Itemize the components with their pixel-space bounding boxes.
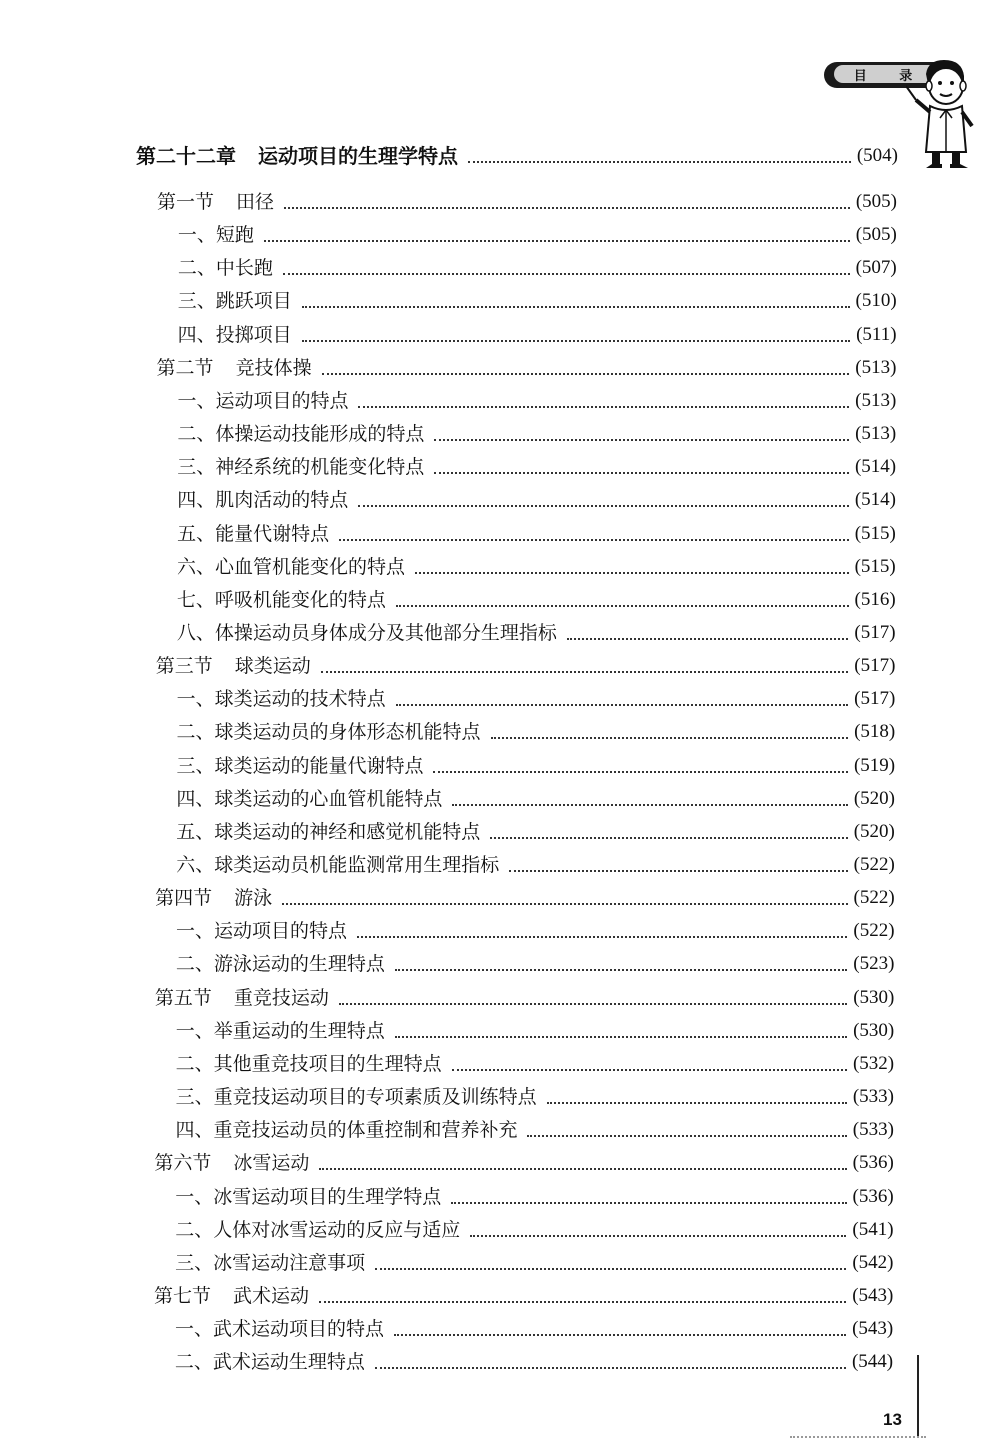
dot-leader xyxy=(490,837,847,839)
entry-label xyxy=(176,1052,442,1076)
toc-item-row[interactable] xyxy=(177,553,896,579)
item-title: 三、跳跃项目 xyxy=(177,290,292,313)
dot-leader xyxy=(547,1102,847,1104)
entry-label xyxy=(175,1118,517,1142)
entry-page: (515) xyxy=(854,522,896,544)
item-title: 四、肌肉活动的特点 xyxy=(177,489,349,512)
entry-label xyxy=(177,720,481,744)
item-title: 四、投掷项目 xyxy=(177,323,292,346)
dot-leader xyxy=(395,969,847,971)
chapter-label xyxy=(136,144,458,168)
section-title: 田径 xyxy=(236,191,275,213)
chapter-number: 第二十二章 xyxy=(136,144,236,168)
dot-leader xyxy=(452,1069,847,1071)
toc-item-row[interactable] xyxy=(176,917,895,943)
toc-item-row[interactable] xyxy=(177,718,896,744)
entry-label xyxy=(175,1350,365,1374)
dot-leader xyxy=(282,903,847,905)
section-title: 武术运动 xyxy=(233,1284,310,1307)
toc-item-row[interactable] xyxy=(175,1216,893,1242)
entry-page: (543) xyxy=(852,1318,894,1340)
item-title: 一、冰雪运动项目的生理学特点 xyxy=(175,1185,442,1208)
entry-page: (513) xyxy=(855,356,897,378)
item-title: 三、球类运动的能量代谢特点 xyxy=(176,754,424,777)
dot-leader xyxy=(396,704,849,706)
dot-leader xyxy=(357,936,847,938)
chapter-title: 运动项目的生理学特点 xyxy=(258,144,458,168)
dot-leader xyxy=(319,1301,846,1303)
entry-page: (517) xyxy=(854,621,896,643)
entry-page: (510) xyxy=(855,290,897,312)
section-number: 第二节 xyxy=(156,356,214,379)
toc-item-row[interactable] xyxy=(176,851,895,877)
dot-leader xyxy=(302,340,850,342)
toc-item-row[interactable] xyxy=(178,321,897,347)
dot-leader xyxy=(470,1235,846,1237)
toc-item-row[interactable] xyxy=(178,254,897,280)
item-title: 三、冰雪运动注意事项 xyxy=(175,1251,366,1274)
entry-page: (532) xyxy=(852,1052,895,1074)
entry-label xyxy=(175,1251,365,1275)
dot-leader xyxy=(358,505,849,507)
entry-label xyxy=(178,223,254,247)
section-number: 第三节 xyxy=(155,655,213,678)
entry-page: (507) xyxy=(855,257,897,279)
dot-leader xyxy=(452,804,847,806)
toc-item-row[interactable] xyxy=(176,818,895,844)
section-number: 第四节 xyxy=(155,887,213,910)
toc-section-row[interactable] xyxy=(156,652,896,678)
dot-leader xyxy=(433,771,847,773)
dot-leader xyxy=(322,373,850,375)
toc-item-row[interactable] xyxy=(175,1116,893,1142)
entry-label xyxy=(154,1151,309,1175)
entry-label xyxy=(177,422,424,446)
entry-label xyxy=(154,1284,309,1308)
entry-label xyxy=(177,687,386,711)
dot-leader xyxy=(339,539,849,541)
item-title: 一、运动项目的特点 xyxy=(177,389,349,412)
toc-section-row[interactable] xyxy=(157,354,897,380)
toc-item-row[interactable] xyxy=(175,1348,893,1374)
dot-leader xyxy=(509,870,847,872)
page-edge-rule xyxy=(917,1355,919,1437)
item-title: 三、重竞技运动项目的专项素质及训练特点 xyxy=(175,1086,537,1109)
entry-page: (536) xyxy=(852,1152,894,1174)
entry-label xyxy=(177,522,329,546)
entry-page: (518) xyxy=(854,721,896,743)
item-title: 五、球类运动的神经和感觉机能特点 xyxy=(176,820,481,843)
section-number: 第七节 xyxy=(154,1284,212,1307)
dot-leader xyxy=(375,1367,846,1369)
toc-item-row[interactable] xyxy=(177,486,896,512)
entry-page: (543) xyxy=(852,1284,894,1306)
entry-page: (517) xyxy=(854,688,896,710)
entry-label xyxy=(155,886,272,910)
entry-label xyxy=(176,952,385,976)
item-title: 二、球类运动员的身体形态机能特点 xyxy=(176,721,481,744)
entry-page: (514) xyxy=(854,489,896,511)
entry-label xyxy=(177,555,405,579)
item-title: 二、人体对冰雪运动的反应与适应 xyxy=(175,1218,461,1241)
item-title: 三、神经系统的机能变化特点 xyxy=(177,456,425,479)
item-title: 二、体操运动技能形成的特点 xyxy=(177,423,425,446)
entry-label xyxy=(157,356,312,380)
dot-leader xyxy=(283,273,850,275)
toc-item-row[interactable] xyxy=(175,1249,893,1275)
dot-leader xyxy=(567,638,849,640)
entry-page: (520) xyxy=(853,787,895,809)
toc-item-row[interactable] xyxy=(177,520,896,546)
section-title: 竞技体操 xyxy=(235,356,312,379)
entry-page: (522) xyxy=(853,854,895,875)
item-title: 六、球类运动员机能监测常用生理指标 xyxy=(176,854,500,876)
toc-item-row[interactable] xyxy=(177,685,896,711)
entry-label xyxy=(155,986,329,1010)
entry-page: (522) xyxy=(853,887,895,909)
entry-page: (513) xyxy=(855,389,897,411)
entry-page: (515) xyxy=(854,555,896,577)
entry-label xyxy=(177,488,348,512)
toc-item-row[interactable] xyxy=(178,287,897,313)
section-number: 第一节 xyxy=(157,191,215,213)
item-title: 一、球类运动的技术特点 xyxy=(176,688,386,711)
chapter-page: (504) xyxy=(856,145,898,166)
entry-page: (519) xyxy=(853,754,896,776)
entry-label xyxy=(176,919,347,943)
dot-leader xyxy=(434,472,849,474)
entry-label xyxy=(176,787,442,811)
dot-leader xyxy=(284,207,850,209)
entry-label xyxy=(157,190,274,214)
dot-leader xyxy=(451,1202,846,1204)
section-number: 第六节 xyxy=(154,1152,212,1175)
dot-leader xyxy=(394,1334,846,1336)
toc-item-row[interactable] xyxy=(176,785,895,811)
entry-label xyxy=(177,588,386,612)
dot-leader xyxy=(491,737,849,739)
item-title: 一、举重运动的生理特点 xyxy=(175,1019,385,1042)
item-title: 二、其他重竞技项目的生理特点 xyxy=(175,1052,442,1075)
doctor-mascot-icon xyxy=(906,56,978,174)
page-number: 13 xyxy=(883,1410,902,1429)
entry-label xyxy=(177,621,557,645)
entry-label xyxy=(175,1218,460,1242)
section-title: 球类运动 xyxy=(234,655,311,678)
entry-page: (542) xyxy=(852,1251,894,1273)
footer-dotted-line xyxy=(790,1434,926,1438)
entry-label xyxy=(176,820,480,844)
toc-item-row[interactable] xyxy=(176,950,895,976)
toc-section-row[interactable] xyxy=(154,1149,893,1175)
toc-section-row[interactable] xyxy=(157,188,897,214)
entry-label xyxy=(178,289,292,313)
entry-label xyxy=(176,1019,385,1043)
entry-label xyxy=(176,1085,537,1109)
entry-label xyxy=(177,389,348,413)
section-number: 第五节 xyxy=(154,986,212,1009)
section-title: 游泳 xyxy=(234,887,273,910)
dot-leader xyxy=(396,605,849,607)
item-title: 六、心血管机能变化的特点 xyxy=(177,555,406,578)
entry-page: (520) xyxy=(853,820,895,842)
dot-leader xyxy=(264,240,850,242)
dot-leader xyxy=(302,306,850,308)
entry-label xyxy=(175,1185,441,1209)
dot-leader xyxy=(375,1268,846,1270)
entry-page: (530) xyxy=(853,1019,895,1041)
entry-page: (511) xyxy=(856,323,897,345)
entry-page: (533) xyxy=(852,1086,895,1108)
toc-item-row[interactable] xyxy=(177,619,896,645)
toc-section-row[interactable] xyxy=(155,884,895,910)
dot-leader xyxy=(319,1168,846,1170)
entry-page: (522) xyxy=(853,920,895,942)
item-title: 一、武术运动项目的特点 xyxy=(174,1318,384,1341)
toc-section-row[interactable] xyxy=(154,1282,893,1308)
entry-label xyxy=(176,754,423,778)
toc-item-row[interactable] xyxy=(176,1050,894,1076)
entry-label xyxy=(177,455,424,479)
entry-page: (523) xyxy=(853,953,895,975)
toc-item-row[interactable] xyxy=(176,1083,894,1109)
item-title: 二、中长跑 xyxy=(177,257,273,280)
entry-label xyxy=(178,256,273,280)
dot-leader xyxy=(468,161,851,163)
entry-page: (536) xyxy=(852,1185,894,1207)
entry-page: (514) xyxy=(854,456,897,478)
dot-leader xyxy=(358,406,849,408)
toc-item-row[interactable] xyxy=(177,387,896,413)
item-title: 八、体操运动员身体成分及其他部分生理指标 xyxy=(176,621,557,644)
entry-page: (505) xyxy=(855,224,897,246)
entry-page: (513) xyxy=(855,423,897,445)
entry-page: (544) xyxy=(851,1351,894,1373)
entry-page: (530) xyxy=(853,986,895,1008)
toc-item-row[interactable] xyxy=(177,586,896,612)
item-title: 二、武术运动生理特点 xyxy=(174,1351,365,1374)
item-title: 一、运动项目的特点 xyxy=(176,920,348,943)
toc-item-row[interactable] xyxy=(176,752,895,778)
entry-label xyxy=(178,323,292,347)
section-title: 重竞技运动 xyxy=(233,986,329,1009)
entry-label xyxy=(175,1317,384,1341)
entry-page: (517) xyxy=(854,655,896,677)
entry-page: (533) xyxy=(852,1119,894,1141)
section-title: 冰雪运动 xyxy=(233,1152,310,1175)
entry-page: (541) xyxy=(852,1218,894,1240)
item-title: 四、球类运动的心血管机能特点 xyxy=(176,787,443,810)
entry-page: (516) xyxy=(854,588,896,610)
toc-item-row[interactable] xyxy=(176,1017,895,1043)
toc-section-row[interactable] xyxy=(155,984,895,1010)
item-title: 五、能量代谢特点 xyxy=(177,522,330,545)
toc-item-row[interactable] xyxy=(177,453,896,479)
dot-leader xyxy=(321,671,849,673)
toc-item-row[interactable] xyxy=(175,1183,893,1209)
entry-label xyxy=(156,654,311,678)
item-title: 一、短跑 xyxy=(177,224,254,247)
toc-chapter-row[interactable] xyxy=(136,142,898,168)
dot-leader xyxy=(395,1036,847,1038)
toc-item-row[interactable] xyxy=(177,420,896,446)
item-title: 二、游泳运动的生理特点 xyxy=(175,953,385,976)
dot-leader xyxy=(434,439,849,441)
item-title: 七、呼吸机能变化的特点 xyxy=(176,588,386,611)
toc-item-row[interactable] xyxy=(178,221,897,247)
dot-leader xyxy=(339,1003,847,1005)
dot-leader xyxy=(527,1135,846,1137)
entry-label xyxy=(176,853,499,877)
dot-leader xyxy=(415,572,849,574)
toc-item-row[interactable] xyxy=(175,1315,893,1341)
toc-header-label: 目 录 xyxy=(853,68,927,84)
entry-page: (505) xyxy=(855,191,897,212)
item-title: 四、重竞技运动员的体重控制和营养补充 xyxy=(175,1119,518,1142)
